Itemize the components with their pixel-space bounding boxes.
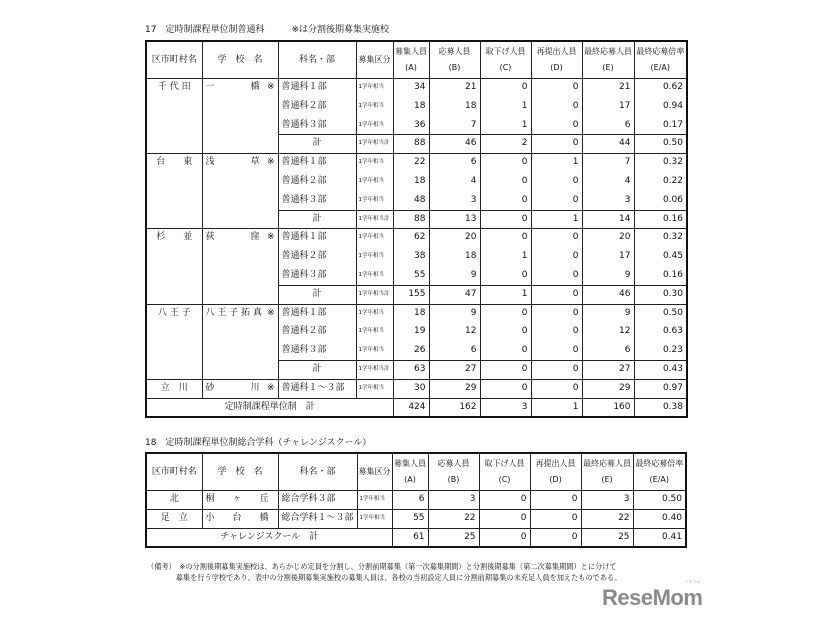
value-e: 7 bbox=[582, 154, 634, 173]
total-c: 0 bbox=[479, 528, 530, 547]
table-part-time-credit-general bbox=[145, 40, 688, 418]
recruit-category-cell: 1学年相当 bbox=[356, 266, 393, 285]
value-b: 22 bbox=[428, 509, 479, 528]
school-cell bbox=[202, 304, 278, 379]
header-e-label: 最終応募人員 bbox=[584, 47, 632, 56]
school-name-wrap bbox=[206, 491, 275, 509]
header-e-sub: (E) bbox=[602, 63, 614, 72]
value-b: 20 bbox=[429, 229, 480, 248]
school-name: 桐 ヶ 丘 bbox=[205, 494, 269, 504]
header-e-sub: (E) bbox=[601, 475, 613, 484]
total-r: 0.38 bbox=[634, 398, 687, 417]
school-cell bbox=[202, 379, 278, 398]
school-cell bbox=[202, 79, 278, 154]
value-c: 0 bbox=[480, 229, 531, 248]
recruit-category-cell: 1学年相当 bbox=[357, 509, 392, 528]
recruit-category-cell: 1学年相当 bbox=[356, 154, 393, 173]
school-name-wrap bbox=[206, 510, 275, 528]
school-cell bbox=[202, 154, 278, 229]
total-a: 61 bbox=[392, 528, 428, 547]
header-school: 学 校 名 bbox=[202, 41, 278, 79]
value-r: 0.16 bbox=[634, 266, 687, 285]
value-r: 0.30 bbox=[634, 285, 687, 304]
table-row bbox=[146, 491, 686, 510]
resemom-logo bbox=[602, 579, 703, 611]
value-a: 63 bbox=[393, 360, 429, 379]
total-b: 25 bbox=[428, 528, 479, 547]
header-course: 科名・部 bbox=[278, 41, 356, 79]
header-row bbox=[146, 41, 687, 79]
value-b: 18 bbox=[429, 97, 480, 116]
header-b bbox=[428, 453, 479, 491]
course-cell: 普通科３部 bbox=[278, 342, 356, 361]
split-recruit-mark: ※ bbox=[266, 82, 275, 92]
value-a: 55 bbox=[392, 509, 428, 528]
value-a: 26 bbox=[393, 342, 429, 361]
header-b-sub: (B) bbox=[447, 475, 460, 484]
value-e: 14 bbox=[582, 210, 634, 229]
value-r: 0.50 bbox=[634, 135, 687, 154]
course-cell: 普通科２部 bbox=[278, 97, 356, 116]
value-c: 2 bbox=[480, 135, 531, 154]
value-d: 0 bbox=[531, 379, 582, 398]
table-row bbox=[146, 509, 686, 528]
value-b: 4 bbox=[429, 172, 480, 191]
course-cell: 普通科３部 bbox=[278, 116, 356, 135]
value-d: 0 bbox=[531, 116, 582, 135]
school-cell bbox=[202, 491, 278, 510]
recruit-category-cell: 1学年相当 bbox=[356, 229, 393, 248]
recruit-category-cell: 1学年相当 bbox=[356, 323, 393, 342]
value-a: 36 bbox=[393, 116, 429, 135]
school-cell bbox=[202, 509, 278, 528]
logo-ruby: リセマム bbox=[684, 579, 701, 584]
header-r bbox=[634, 41, 687, 79]
value-r: 0.32 bbox=[634, 229, 687, 248]
total-row bbox=[146, 398, 687, 417]
header-b-label: 応募人員 bbox=[438, 47, 471, 56]
district-cell: 八 王 子 bbox=[146, 304, 202, 379]
course-cell: 総合学科１～３部 bbox=[278, 509, 357, 528]
district-cell: 杉 並 bbox=[146, 229, 202, 304]
header-course: 科名・部 bbox=[278, 453, 357, 491]
recruit-category-cell: 1学年相当計 bbox=[356, 360, 393, 379]
total-a: 424 bbox=[393, 398, 429, 417]
value-c: 0 bbox=[480, 323, 531, 342]
course-cell: 普通科２部 bbox=[278, 323, 356, 342]
recruit-category-cell: 1学年相当 bbox=[356, 116, 393, 135]
value-a: 30 bbox=[393, 379, 429, 398]
value-c: 0 bbox=[480, 360, 531, 379]
total-b: 162 bbox=[429, 398, 480, 417]
value-c: 0 bbox=[480, 191, 531, 210]
course-cell: 普通科１部 bbox=[278, 79, 356, 98]
total-r: 0.41 bbox=[633, 528, 686, 547]
course-cell: 普通科３部 bbox=[278, 191, 356, 210]
course-cell: 普通科１～３部 bbox=[278, 379, 356, 398]
value-e: 4 bbox=[582, 172, 634, 191]
value-b: 13 bbox=[429, 210, 480, 229]
total-label: チャレンジスクール 計 bbox=[146, 528, 392, 547]
value-e: 22 bbox=[581, 509, 633, 528]
value-c: 0 bbox=[479, 509, 530, 528]
course-cell: 計 bbox=[278, 360, 356, 379]
total-e: 160 bbox=[582, 398, 634, 417]
value-e: 21 bbox=[582, 79, 634, 98]
value-d: 1 bbox=[531, 154, 582, 173]
value-d: 0 bbox=[530, 491, 581, 510]
header-a bbox=[392, 453, 428, 491]
table1-title: 17 定時制課程単位制普通科 ※は分割後期募集実施校 bbox=[145, 25, 389, 35]
value-b: 27 bbox=[429, 360, 480, 379]
header-district: 区市町村名 bbox=[146, 41, 202, 79]
value-b: 9 bbox=[429, 304, 480, 323]
note-line-2: 募集を行う学校であり、表中の分割後期募集実施校の募集人員は、各校の当初設定人員に分割前期募集の未充足人員を加えたものである。 bbox=[147, 573, 622, 582]
value-a: 62 bbox=[393, 229, 429, 248]
value-c: 1 bbox=[480, 285, 531, 304]
header-b-sub: (B) bbox=[448, 63, 461, 72]
header-a-label: 募集人員 bbox=[395, 47, 427, 56]
header-r bbox=[633, 453, 686, 491]
school-name-wrap bbox=[206, 79, 275, 97]
table2-title: 18 定時制課程単位制総合学科（チャレンジスクール） bbox=[145, 438, 372, 448]
value-d: 1 bbox=[531, 210, 582, 229]
header-c bbox=[479, 453, 530, 491]
header-r-label: 最終応募倍率 bbox=[635, 459, 684, 468]
split-recruit-mark: ※ bbox=[266, 232, 275, 243]
value-d: 0 bbox=[531, 79, 582, 98]
school-cell bbox=[202, 229, 278, 304]
value-e: 9 bbox=[582, 266, 634, 285]
value-r: 0.63 bbox=[634, 323, 687, 342]
recruit-category-cell: 1学年相当 bbox=[356, 379, 393, 398]
header-kubun: 募集区分 bbox=[356, 41, 393, 79]
split-recruit-mark: ※ bbox=[266, 382, 275, 393]
value-a: 55 bbox=[393, 266, 429, 285]
value-b: 18 bbox=[429, 248, 480, 267]
value-d: 0 bbox=[531, 342, 582, 361]
value-c: 1 bbox=[480, 116, 531, 135]
value-r: 0.50 bbox=[634, 304, 687, 323]
school-name-wrap bbox=[206, 229, 275, 247]
recruit-category-cell: 1学年相当計 bbox=[356, 210, 393, 229]
logo-text: ReseMom bbox=[602, 585, 703, 610]
school-name: 一 橋 bbox=[205, 82, 260, 92]
value-a: 48 bbox=[393, 191, 429, 210]
course-cell: 総合学科３部 bbox=[278, 491, 357, 510]
table-row bbox=[146, 79, 687, 98]
value-d: 0 bbox=[531, 229, 582, 248]
value-r: 0.97 bbox=[634, 379, 687, 398]
value-a: 18 bbox=[393, 172, 429, 191]
recruit-category-cell: 1学年相当 bbox=[356, 304, 393, 323]
value-e: 29 bbox=[582, 379, 634, 398]
header-a-sub: (A) bbox=[404, 475, 416, 484]
header-d-label: 再提出人員 bbox=[536, 47, 577, 56]
value-c: 0 bbox=[480, 266, 531, 285]
value-d: 0 bbox=[531, 172, 582, 191]
total-d: 0 bbox=[530, 528, 581, 547]
recruit-category-cell: 1学年相当計 bbox=[356, 135, 393, 154]
value-a: 34 bbox=[393, 79, 429, 98]
value-r: 0.22 bbox=[634, 172, 687, 191]
value-a: 155 bbox=[393, 285, 429, 304]
value-b: 3 bbox=[428, 491, 479, 510]
value-b: 6 bbox=[429, 342, 480, 361]
value-r: 0.45 bbox=[634, 248, 687, 267]
header-c-label: 取下げ人員 bbox=[484, 459, 525, 468]
value-b: 29 bbox=[429, 379, 480, 398]
value-b: 12 bbox=[429, 323, 480, 342]
recruit-category-cell: 1学年相当 bbox=[357, 491, 392, 510]
value-r: 0.43 bbox=[634, 360, 687, 379]
value-e: 12 bbox=[582, 323, 634, 342]
value-c: 0 bbox=[480, 379, 531, 398]
header-e-label: 最終応募人員 bbox=[583, 459, 632, 468]
course-cell: 普通科３部 bbox=[278, 266, 356, 285]
value-b: 6 bbox=[429, 154, 480, 173]
value-d: 0 bbox=[531, 97, 582, 116]
value-d: 0 bbox=[531, 135, 582, 154]
recruit-category-cell: 1学年相当 bbox=[356, 172, 393, 191]
header-c-sub: (C) bbox=[499, 63, 512, 72]
value-a: 18 bbox=[393, 97, 429, 116]
header-district: 区市町村名 bbox=[146, 453, 202, 491]
header-r-sub: (E/A) bbox=[650, 63, 670, 72]
header-d-sub: (D) bbox=[550, 63, 563, 72]
value-d: 0 bbox=[531, 191, 582, 210]
course-cell: 普通科１部 bbox=[278, 229, 356, 248]
value-r: 0.94 bbox=[634, 97, 687, 116]
school-name: 砂 川 bbox=[205, 382, 260, 393]
school-name-wrap bbox=[206, 305, 275, 323]
value-d: 0 bbox=[531, 285, 582, 304]
total-e: 25 bbox=[581, 528, 633, 547]
table-row bbox=[146, 304, 687, 323]
value-c: 0 bbox=[480, 342, 531, 361]
header-kubun: 募集区分 bbox=[357, 453, 392, 491]
value-a: 19 bbox=[393, 323, 429, 342]
school-name: 八 王 子 拓 真 bbox=[205, 307, 262, 318]
value-e: 9 bbox=[582, 304, 634, 323]
total-row bbox=[146, 528, 686, 547]
value-a: 18 bbox=[393, 304, 429, 323]
school-name: 小 台 橋 bbox=[205, 512, 269, 523]
value-r: 0.23 bbox=[634, 342, 687, 361]
header-e bbox=[582, 41, 634, 79]
value-b: 21 bbox=[429, 79, 480, 98]
header-row bbox=[146, 453, 686, 491]
course-cell: 計 bbox=[278, 135, 356, 154]
value-a: 22 bbox=[393, 154, 429, 173]
value-e: 46 bbox=[582, 285, 634, 304]
course-cell: 計 bbox=[278, 210, 356, 229]
value-c: 0 bbox=[479, 491, 530, 510]
district-cell: 台 東 bbox=[146, 154, 202, 229]
school-name-wrap bbox=[206, 380, 275, 398]
value-r: 0.32 bbox=[634, 154, 687, 173]
note-line-1: （備考） ※の分割後期募集実施校は、あらかじめ定員を分割し、分割前期募集（第一次募集期間）と分割後期募集（第二次募集期間）とに分けて bbox=[147, 562, 617, 571]
header-b bbox=[429, 41, 480, 79]
value-e: 6 bbox=[582, 116, 634, 135]
value-r: 0.40 bbox=[633, 509, 686, 528]
total-c: 3 bbox=[480, 398, 531, 417]
school-name-wrap bbox=[206, 154, 275, 172]
course-cell: 計 bbox=[278, 285, 356, 304]
value-c: 0 bbox=[480, 154, 531, 173]
table-row bbox=[146, 229, 687, 248]
recruit-category-cell: 1学年相当 bbox=[356, 342, 393, 361]
value-c: 0 bbox=[480, 210, 531, 229]
value-e: 44 bbox=[582, 135, 634, 154]
school-name: 浅 草 bbox=[205, 157, 260, 168]
recruit-category-cell: 1学年相当 bbox=[356, 79, 393, 98]
header-b-label: 応募人員 bbox=[437, 459, 470, 468]
value-e: 3 bbox=[582, 191, 634, 210]
course-cell: 普通科２部 bbox=[278, 172, 356, 191]
header-r-label: 最終応募倍率 bbox=[636, 47, 685, 56]
value-a: 6 bbox=[392, 491, 428, 510]
recruit-category-cell: 1学年相当 bbox=[356, 248, 393, 267]
table-row bbox=[146, 154, 687, 173]
header-c bbox=[480, 41, 531, 79]
district-cell: 足 立 bbox=[146, 509, 202, 528]
recruit-category-cell: 1学年相当 bbox=[356, 97, 393, 116]
value-d: 0 bbox=[531, 304, 582, 323]
district-cell: 千 代 田 bbox=[146, 79, 202, 154]
header-d-sub: (D) bbox=[549, 475, 562, 484]
value-b: 3 bbox=[429, 191, 480, 210]
split-recruit-mark: ※ bbox=[266, 157, 275, 168]
header-d-label: 再提出人員 bbox=[535, 459, 576, 468]
value-b: 9 bbox=[429, 266, 480, 285]
value-c: 1 bbox=[480, 248, 531, 267]
value-a: 88 bbox=[393, 210, 429, 229]
value-e: 6 bbox=[582, 342, 634, 361]
total-d: 1 bbox=[531, 398, 582, 417]
header-r-sub: (E/A) bbox=[649, 475, 669, 484]
value-r: 0.06 bbox=[634, 191, 687, 210]
header-e bbox=[581, 453, 633, 491]
school-name: 荻 窪 bbox=[205, 232, 260, 243]
value-c: 0 bbox=[480, 172, 531, 191]
value-d: 0 bbox=[530, 509, 581, 528]
value-a: 88 bbox=[393, 135, 429, 154]
value-b: 47 bbox=[429, 285, 480, 304]
value-c: 0 bbox=[480, 79, 531, 98]
table-row bbox=[146, 379, 687, 398]
value-r: 0.50 bbox=[633, 491, 686, 510]
value-d: 0 bbox=[531, 360, 582, 379]
value-c: 1 bbox=[480, 97, 531, 116]
value-e: 20 bbox=[582, 229, 634, 248]
course-cell: 普通科１部 bbox=[278, 304, 356, 323]
value-e: 17 bbox=[582, 97, 634, 116]
value-b: 7 bbox=[429, 116, 480, 135]
recruit-category-cell: 1学年相当計 bbox=[356, 285, 393, 304]
header-a bbox=[393, 41, 429, 79]
value-a: 38 bbox=[393, 248, 429, 267]
value-e: 27 bbox=[582, 360, 634, 379]
district-cell: 北 bbox=[146, 491, 202, 510]
value-d: 0 bbox=[531, 266, 582, 285]
value-r: 0.16 bbox=[634, 210, 687, 229]
header-a-label: 募集人員 bbox=[394, 459, 427, 468]
course-cell: 普通科１部 bbox=[278, 154, 356, 173]
value-r: 0.62 bbox=[634, 79, 687, 98]
header-d bbox=[531, 41, 582, 79]
value-b: 46 bbox=[429, 135, 480, 154]
value-r: 0.17 bbox=[634, 116, 687, 135]
header-school: 学 校 名 bbox=[202, 453, 278, 491]
value-e: 3 bbox=[581, 491, 633, 510]
recruit-category-cell: 1学年相当 bbox=[356, 191, 393, 210]
header-a-sub: (A) bbox=[405, 63, 417, 72]
course-cell: 普通科２部 bbox=[278, 248, 356, 267]
header-c-sub: (C) bbox=[498, 475, 511, 484]
value-e: 17 bbox=[582, 248, 634, 267]
split-recruit-mark: ※ bbox=[266, 307, 275, 318]
header-c-label: 取下げ人員 bbox=[485, 47, 526, 56]
table-challenge-school bbox=[145, 452, 687, 548]
value-c: 0 bbox=[480, 304, 531, 323]
district-cell: 立 川 bbox=[146, 379, 202, 398]
value-d: 0 bbox=[531, 248, 582, 267]
header-d bbox=[530, 453, 581, 491]
total-label: 定時制課程単位制 計 bbox=[146, 398, 393, 417]
value-d: 0 bbox=[531, 323, 582, 342]
